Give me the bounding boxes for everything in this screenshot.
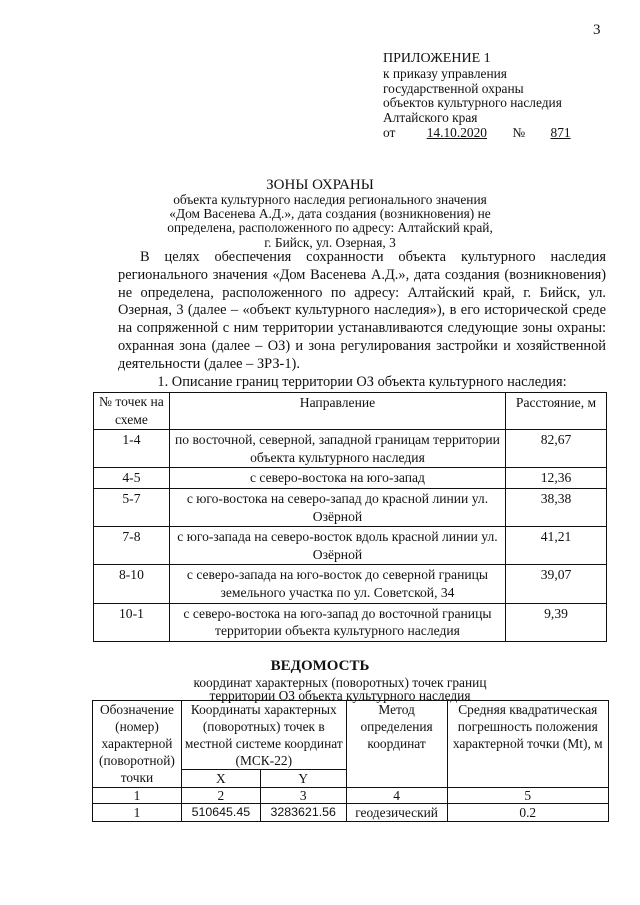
appendix-heading: ПРИЛОЖЕНИЕ 1 <box>383 51 491 66</box>
column-number: 2 <box>181 788 260 804</box>
column-number: 4 <box>346 788 447 804</box>
coords-header-row <box>93 701 609 770</box>
document-subtitle <box>140 193 520 250</box>
table-row <box>94 603 607 641</box>
intro-text: В целях обеспечения сохранности объекта культурного наследия регионального значения «Дом Васенева А.Д.», дата создания (возникновения) не определена, расположенного по адресу: Алтайский край, г. Бийск, ул. Озерная, 3 (далее – «объект культурного наследия»), в его исторической среде на сопряженной с ним территории устанавливаются следующие зоны охраны: охранная зона (далее – ОЗ) и зона регулирования застройки и хозяйственной деятельности (далее – ЗРЗ-1). <box>118 249 606 372</box>
vedomost-subtitle-line: территории ОЗ объекта культурного наследия <box>209 688 471 704</box>
table-row <box>94 565 607 603</box>
header-coordinates: Координаты характерных (поворотных) точек в местной системе координат (МСК-22) <box>181 701 346 770</box>
document-title: ЗОНЫ ОХРАНЫ <box>266 177 374 193</box>
header-points: № точек на схеме <box>94 393 170 430</box>
appendix-line: объектов культурного наследия <box>383 95 562 111</box>
header-method: Метод определения координат <box>346 701 447 788</box>
order-date-line <box>383 126 623 141</box>
cell-direction: с северо-востока на юго-запад <box>169 468 505 489</box>
appendix-block <box>383 52 623 141</box>
cell-points: 1-4 <box>94 430 170 468</box>
table-row <box>94 468 607 489</box>
header-distance: Расстояние, м <box>506 393 607 430</box>
cell-points: 7-8 <box>94 527 170 565</box>
cell-direction: с юго-востока на северо-запад до красной линии ул. Озёрной <box>169 488 505 526</box>
cell-direction: с северо-востока на юго-запад до восточной границы территории объекта культурного наследия <box>169 603 505 641</box>
cell-distance: 39,07 <box>506 565 607 603</box>
cell-direction: с северо-запада на юго-восток до северной границы земельного участка по ул. Советской, 34 <box>169 565 505 603</box>
vedomost-title: ВЕДОМОСТЬ <box>270 658 370 674</box>
cell-points: 8-10 <box>94 565 170 603</box>
cell-distance: 12,36 <box>506 468 607 489</box>
table1-caption: 1. Описание границ территории ОЗ объекта культурного наследия: <box>157 374 567 390</box>
order-number: 871 <box>550 124 571 140</box>
page-number: 3 <box>593 22 601 38</box>
cell-distance: 82,67 <box>506 430 607 468</box>
column-number-row <box>93 788 609 804</box>
cell-y: 3283621.56 <box>260 804 346 822</box>
cell-points: 10-1 <box>94 603 170 641</box>
boundary-table <box>93 392 607 642</box>
number-sign: № <box>512 124 526 140</box>
table-header-row <box>94 393 607 430</box>
subtitle-line: «Дом Васенева А.Д.», дата создания (возникновения) не <box>169 206 491 222</box>
column-number: 3 <box>260 788 346 804</box>
cell-error: 0.2 <box>447 804 608 822</box>
column-number: 5 <box>447 788 608 804</box>
table-row <box>94 430 607 468</box>
column-number: 1 <box>93 788 182 804</box>
order-date: 14.10.2020 <box>426 124 487 140</box>
table-row <box>94 488 607 526</box>
appendix-line: Алтайского края <box>383 110 478 126</box>
table-row <box>94 527 607 565</box>
date-prefix: от <box>383 124 396 140</box>
vedomost-subtitle-line: координат характерных (поворотных) точек границ <box>193 675 487 690</box>
cell-points: 5-7 <box>94 488 170 526</box>
subtitle-line: г. Бийск, ул. Озерная, 3 <box>264 234 396 250</box>
subtitle-line: объекта культурного наследия регионального значения <box>173 192 487 207</box>
table-row <box>93 804 609 822</box>
header-direction: Направление <box>169 393 505 430</box>
coordinates-table <box>92 700 609 822</box>
cell-method: геодезический <box>346 804 447 822</box>
cell-direction: с юго-запада на северо-восток вдоль красной линии ул. Озёрной <box>169 527 505 565</box>
cell-point-id: 1 <box>93 804 182 822</box>
header-y: Y <box>260 770 346 788</box>
header-x: X <box>181 770 260 788</box>
header-error: Средняя квадратическая погрешность положения характерной точки (Mt), м <box>447 701 608 788</box>
subtitle-line: определена, расположенного по адресу: Алтайский край, <box>167 220 493 236</box>
cell-direction: по восточной, северной, западной границам территории объекта культурного наследия <box>169 430 505 468</box>
cell-distance: 38,38 <box>506 488 607 526</box>
appendix-line: государственной охраны <box>383 80 524 96</box>
cell-distance: 9,39 <box>506 603 607 641</box>
appendix-line: к приказу управления <box>383 65 507 81</box>
cell-x: 510645.45 <box>181 804 260 822</box>
cell-distance: 41,21 <box>506 527 607 565</box>
cell-points: 4-5 <box>94 468 170 489</box>
vedomost-subtitle <box>140 676 540 703</box>
header-point-id: Обозначение (номер) характерной (поворотной) точки <box>93 701 182 788</box>
intro-paragraph <box>118 249 606 374</box>
